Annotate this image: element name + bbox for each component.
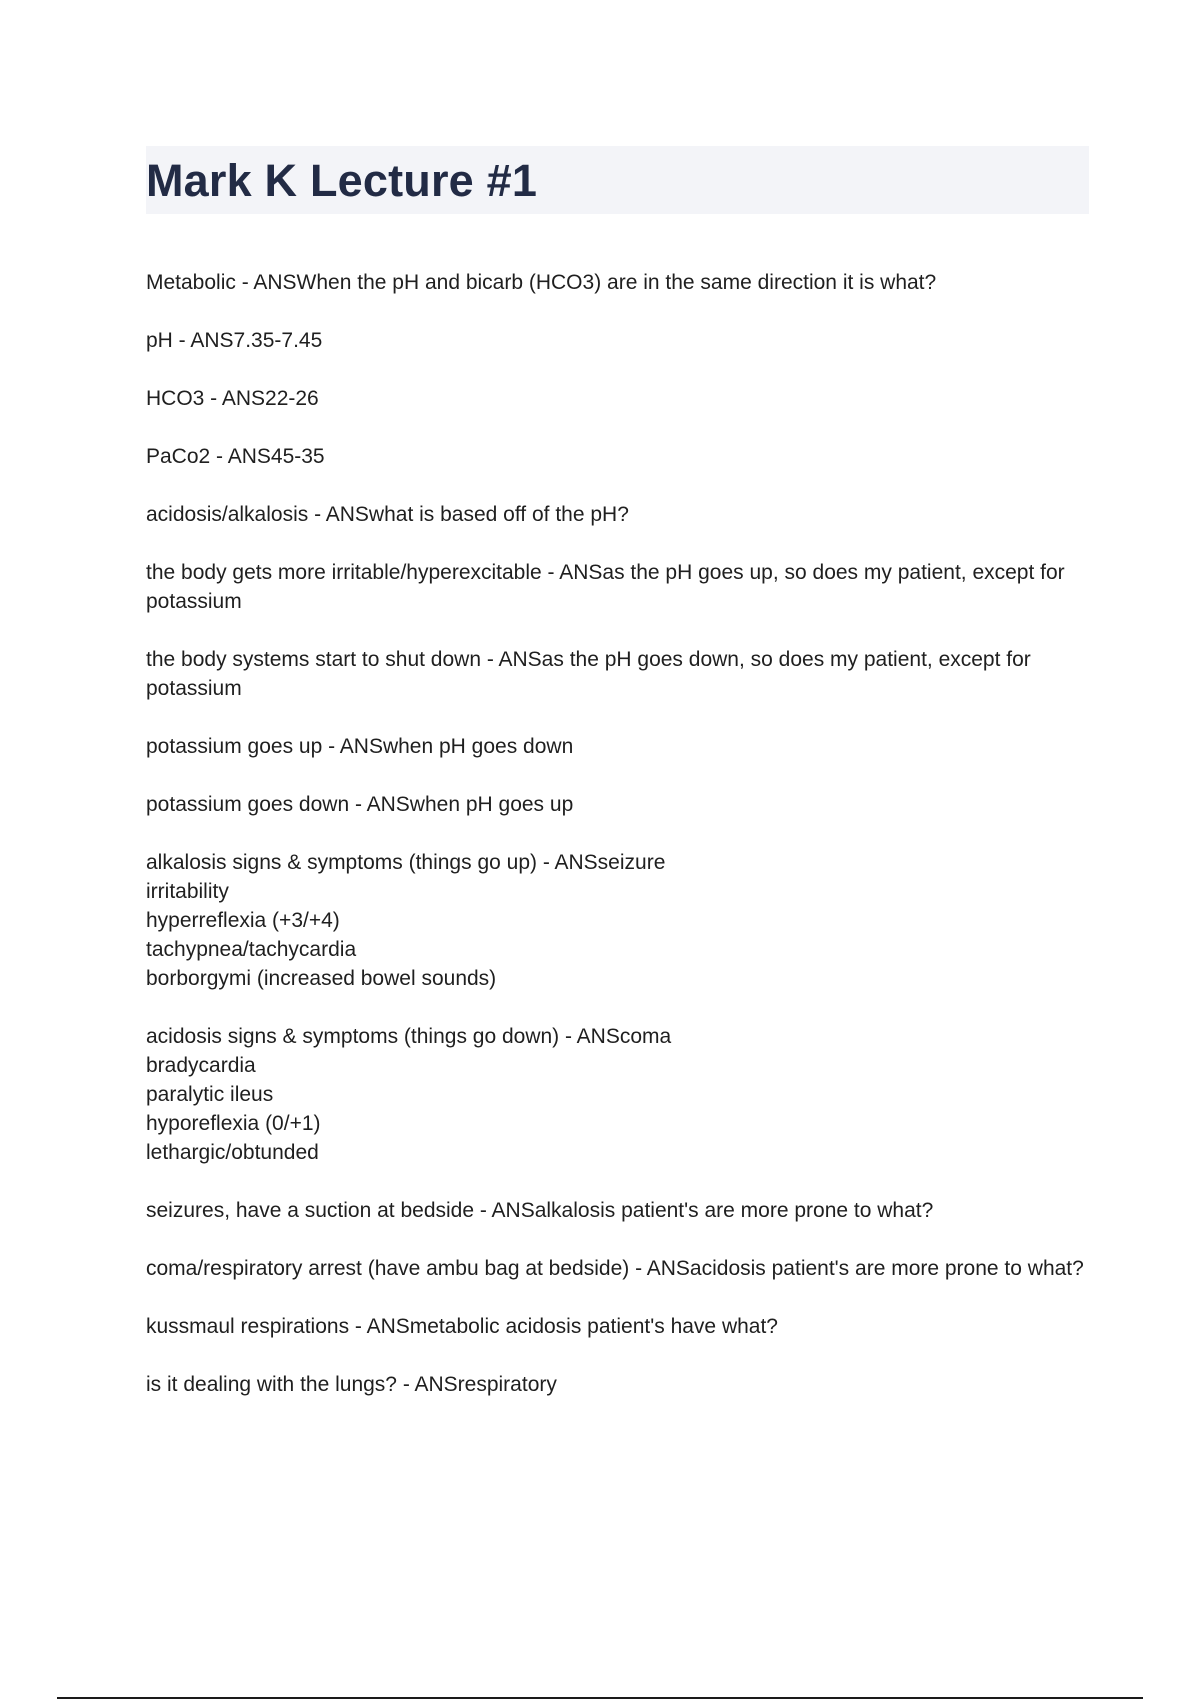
page-title: Mark K Lecture #1 bbox=[146, 154, 538, 206]
entry-term-answer: alkalosis signs & symptoms (things go up) - ANSseizure bbox=[146, 851, 666, 874]
entry-term-answer: kussmaul respirations - ANSmetabolic acidosis patient's have what? bbox=[146, 1315, 778, 1338]
flashcard-entry bbox=[146, 500, 1089, 529]
flashcard-entry bbox=[146, 645, 1089, 703]
entry-term-answer: the body gets more irritable/hyperexcitable - ANSas the pH goes up, so does my patient, except for potassium bbox=[146, 561, 1065, 613]
flashcard-entry bbox=[146, 1370, 1089, 1399]
entry-continuation-line: bradycardia bbox=[146, 1054, 256, 1077]
flashcard-entry bbox=[146, 442, 1089, 471]
flashcard-entry bbox=[146, 1196, 1089, 1225]
entry-term-answer: potassium goes up - ANSwhen pH goes down bbox=[146, 735, 574, 758]
entry-continuation-line: borborgymi (increased bowel sounds) bbox=[146, 967, 497, 990]
footer-divider bbox=[57, 1697, 1143, 1699]
flashcard-entry bbox=[146, 558, 1089, 616]
flashcard-entry bbox=[146, 790, 1089, 819]
entry-continuation-line: paralytic ileus bbox=[146, 1083, 274, 1106]
title-banner bbox=[146, 146, 1089, 214]
entry-term-answer: the body systems start to shut down - ANSas the pH goes down, so does my patient, except for potassium bbox=[146, 648, 1031, 700]
entry-term-answer: potassium goes down - ANSwhen pH goes up bbox=[146, 793, 574, 816]
entry-term-answer: Metabolic - ANSWhen the pH and bicarb (HCO3) are in the same direction it is what? bbox=[146, 271, 937, 294]
entry-term-answer: PaCo2 - ANS45-35 bbox=[146, 445, 325, 468]
entry-continuation-line: lethargic/obtunded bbox=[146, 1141, 319, 1164]
entry-term-answer: is it dealing with the lungs? - ANSrespiratory bbox=[146, 1373, 557, 1396]
flashcard-entry bbox=[146, 268, 1089, 297]
entry-continuation-line: hyperreflexia (+3/+4) bbox=[146, 909, 340, 932]
flashcard-list bbox=[146, 268, 1089, 1428]
flashcard-entry bbox=[146, 326, 1089, 355]
flashcard-entry bbox=[146, 848, 1089, 993]
entry-term-answer: coma/respiratory arrest (have ambu bag at bedside) - ANSacidosis patient's are more prone to what? bbox=[146, 1257, 1084, 1280]
flashcard-entry bbox=[146, 1022, 1089, 1167]
entry-term-answer: pH - ANS7.35-7.45 bbox=[146, 329, 323, 352]
entry-continuation-line: hyporeflexia (0/+1) bbox=[146, 1112, 321, 1135]
flashcard-entry bbox=[146, 384, 1089, 413]
entry-term-answer: acidosis signs & symptoms (things go down) - ANScoma bbox=[146, 1025, 672, 1048]
entry-continuation-line: irritability bbox=[146, 880, 229, 903]
entry-term-answer: HCO3 - ANS22-26 bbox=[146, 387, 319, 410]
flashcard-entry bbox=[146, 732, 1089, 761]
entry-term-answer: seizures, have a suction at bedside - ANSalkalosis patient's are more prone to what? bbox=[146, 1199, 934, 1222]
entry-continuation-line: tachypnea/tachycardia bbox=[146, 938, 357, 961]
entry-term-answer: acidosis/alkalosis - ANSwhat is based off of the pH? bbox=[146, 503, 629, 526]
flashcard-entry bbox=[146, 1254, 1089, 1283]
flashcard-entry bbox=[146, 1312, 1089, 1341]
